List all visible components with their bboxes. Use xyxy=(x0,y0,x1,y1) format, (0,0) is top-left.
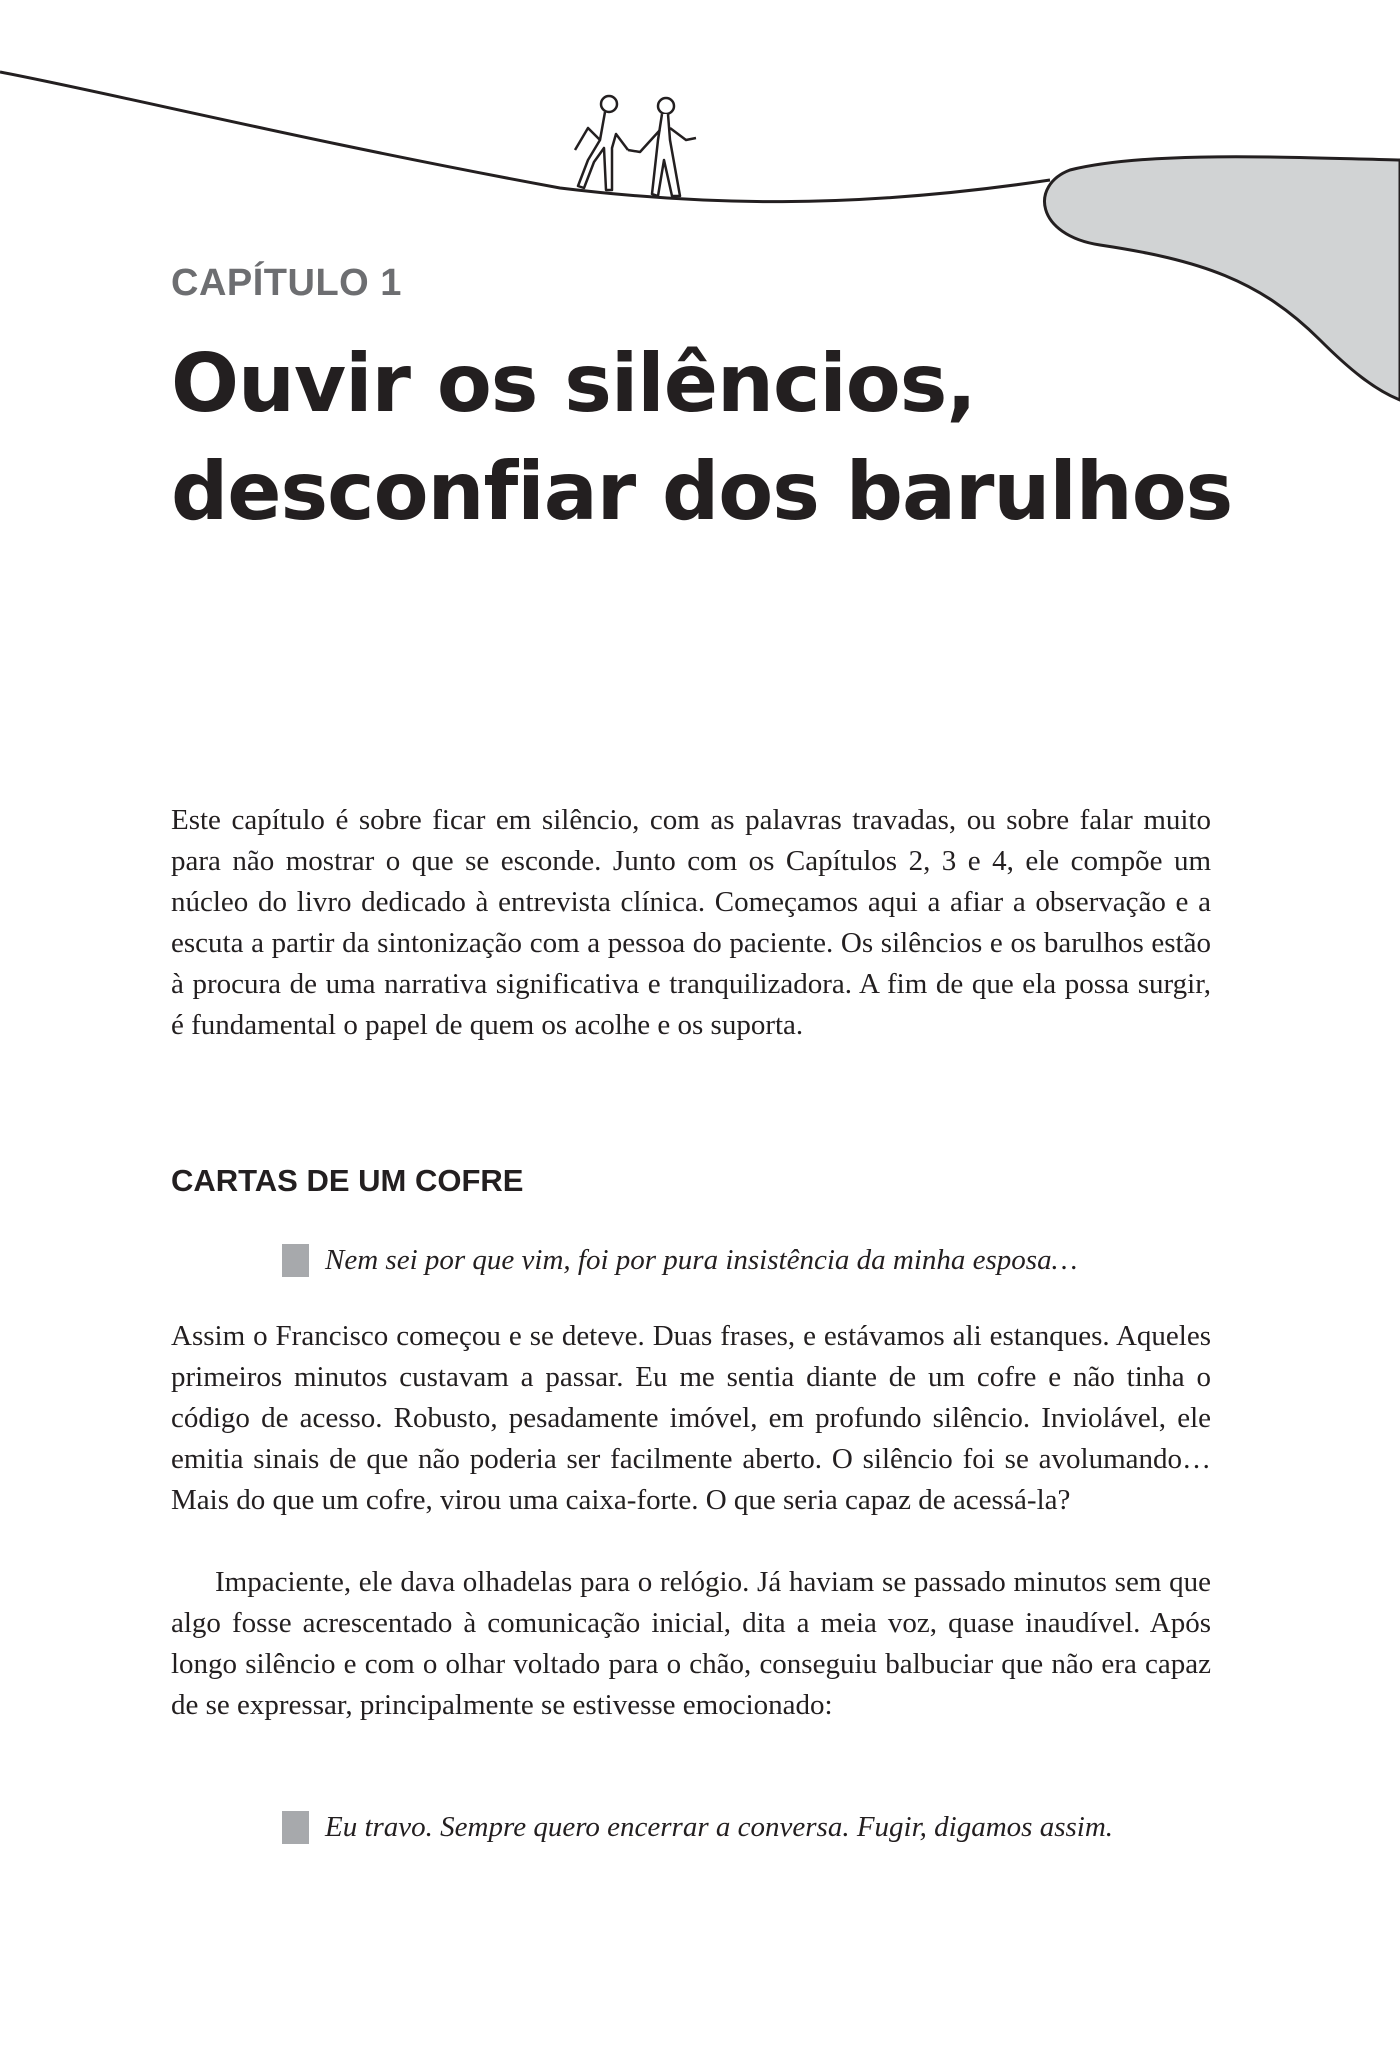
chapter-title xyxy=(171,330,1321,546)
chapter-label: CAPÍTULO 1 xyxy=(171,262,402,304)
quote-marker-icon xyxy=(282,1811,309,1844)
section-heading: CARTAS DE UM COFRE xyxy=(171,1163,524,1198)
quote-block xyxy=(282,1807,1113,1847)
quote-text: Eu travo. Sempre quero encerrar a conversa. Fugir, digamos assim. xyxy=(325,1811,1114,1843)
quote-text: Nem sei por que vim, foi por pura insistência da minha esposa… xyxy=(325,1244,1078,1276)
two-people-icon xyxy=(575,96,696,196)
quote-block xyxy=(282,1240,1077,1280)
chapter-title-line-2: desconfiar dos barulhos xyxy=(171,445,1233,538)
chapter-title-line-1: Ouvir os silêncios, xyxy=(171,337,976,430)
quote-marker-icon xyxy=(282,1244,309,1277)
intro-paragraph: Este capítulo é sobre ficar em silêncio, com as palavras travadas, ou sobre falar muito para não mostrar o que se esconde. Junto com os Capítulos 2, 3 e 4, ele compõe um núcleo do livro dedicado à entrevista clínica. Começamos aqui a afiar a observação e a escuta a partir da sintonização com a pessoa do paciente. Os silêncios e os barulhos estão à procura de uma narrativa significativa e tranquilizadora. A fim de que ela possa surgir, é fundamental o papel de quem os acolhe e os suporta. xyxy=(171,804,1211,1041)
hill-line xyxy=(0,72,1050,202)
body-paragraph: Assim o Francisco começou e se deteve. Duas frases, e estávamos ali estanques. Aqueles primeiros minutos custavam a passar. Eu me sentia diante de um cofre e não tinha o código de acesso. Robusto, pesadamente imóvel, em profundo silêncio. Inviolável, ele emitia sinais de que não poderia ser facilmente aberto. O silêncio foi se avolumando… Mais do que um cofre, virou uma caixa-forte. O que seria capaz de acessá-la? xyxy=(171,1320,1211,1516)
body-paragraph: Impaciente, ele dava olhadelas para o relógio. Já haviam se passado minutos sem que algo fosse acrescentado à comunicação inicial, dita a meia voz, quase inaudível. Após longo silêncio e com o olhar voltado para o chão, conseguiu balbuciar que não era capaz de se expressar, principalmente se estivesse emocionado: xyxy=(171,1566,1211,1721)
